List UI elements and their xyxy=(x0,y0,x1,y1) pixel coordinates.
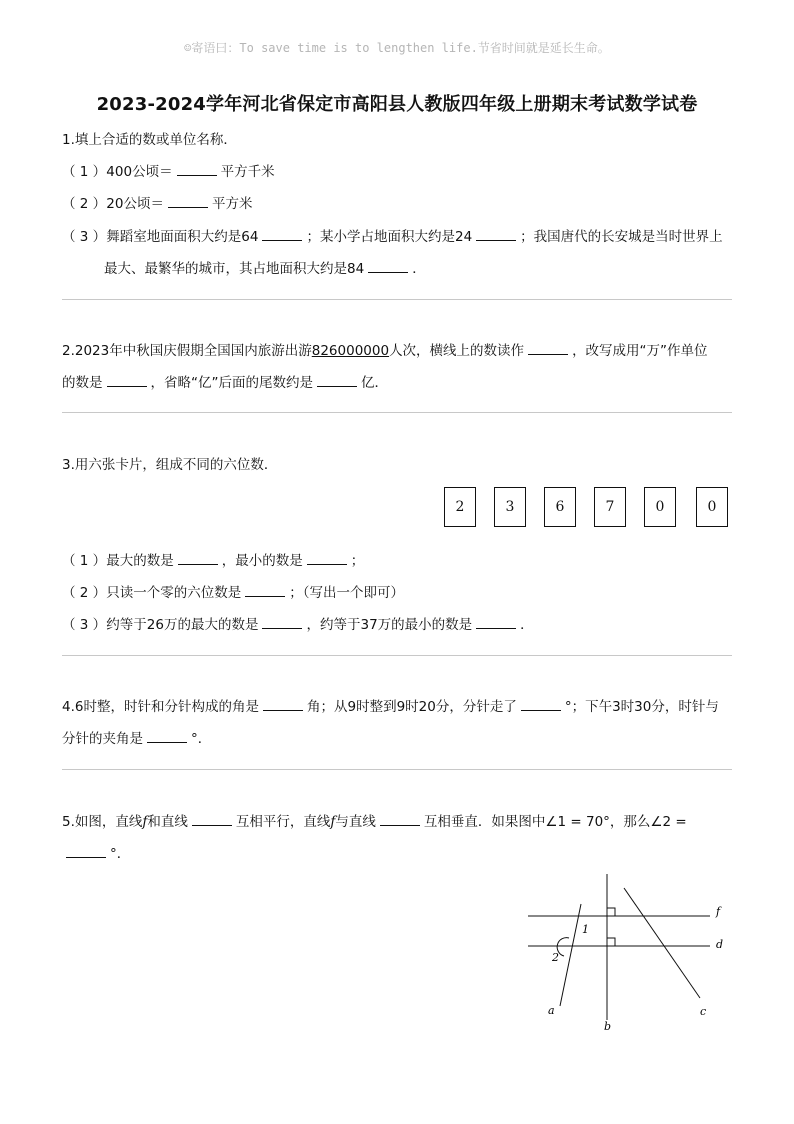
answer-blank[interactable] xyxy=(168,194,208,208)
answer-blank[interactable] xyxy=(476,227,516,241)
q1-item-1-number: （ 1 ） xyxy=(62,164,107,180)
digit-card: 0 xyxy=(696,487,728,527)
q3-stem: 3.用六张卡片，组成不同的六位数． xyxy=(62,457,278,473)
q3-item-3-text-b: ，约等于37万的最小的数是 xyxy=(306,617,473,633)
answer-blank[interactable] xyxy=(307,551,347,565)
answer-blank[interactable] xyxy=(263,697,303,711)
q5-variable-f: f xyxy=(142,814,148,830)
q1-item-2 xyxy=(62,193,252,215)
q4-text-a: 4.6时整，时针和分针构成的角是 xyxy=(62,699,259,715)
line-a-label: a xyxy=(548,1004,555,1017)
q3-item-3-text-c: ． xyxy=(520,617,534,633)
answer-blank[interactable] xyxy=(476,615,516,629)
answer-blank[interactable] xyxy=(317,373,357,387)
q5-text-c: 互相平行，直线 xyxy=(235,814,331,830)
q4-line-2 xyxy=(62,728,211,750)
answer-blank[interactable] xyxy=(245,583,285,597)
q2-line-1 xyxy=(62,340,708,362)
answer-blank[interactable] xyxy=(147,729,187,743)
q3-item-2-text-a: 只读一个零的六位数是 xyxy=(106,585,242,601)
answer-blank[interactable] xyxy=(178,551,218,565)
digit-card: 0 xyxy=(644,487,676,527)
header-motto: ☺寄语曰：To save time is to lengthen life.节省时间就是延长生命。 xyxy=(184,41,610,55)
q3-item-1 xyxy=(62,550,364,572)
q1-item-3-continued xyxy=(104,258,426,280)
q1-item-1-text-a: 400公顷＝ xyxy=(106,164,173,180)
geometry-figure xyxy=(520,868,730,1038)
section-divider xyxy=(62,655,732,656)
angle-2-label: 2 xyxy=(552,951,559,964)
page-title: 2023-2024学年河北省保定市高阳县人教版四年级上册期末考试数学试卷 xyxy=(96,94,698,115)
answer-blank[interactable] xyxy=(262,615,302,629)
q5-variable-f: f xyxy=(330,814,336,830)
digit-card: 2 xyxy=(444,487,476,527)
q4-text-c: °；下午3时30分，时针与 xyxy=(564,699,719,715)
q5-text-f: °． xyxy=(110,846,131,862)
q3-item-2-number: （ 2 ） xyxy=(62,585,107,601)
q2-text-d: 的数是 xyxy=(62,375,103,391)
q3-item-1-text-b: ，最小的数是 xyxy=(221,553,303,569)
q3-item-3 xyxy=(62,614,534,636)
answer-blank[interactable] xyxy=(380,812,420,826)
q1-item-1 xyxy=(62,161,275,183)
line-d-label: d xyxy=(716,938,724,951)
line-a xyxy=(560,904,581,1006)
answer-blank[interactable] xyxy=(66,844,106,858)
q3-item-3-number: （ 3 ） xyxy=(62,617,107,633)
q1-item-3-cont-b: ． xyxy=(412,261,426,277)
section-divider xyxy=(62,412,732,413)
q5-text-a: 5.如图，直线 xyxy=(62,814,143,830)
q3-item-1-text-c: ； xyxy=(350,553,365,569)
answer-blank[interactable] xyxy=(177,162,217,176)
digit-card: 7 xyxy=(594,487,626,527)
q3-item-1-number: （ 1 ） xyxy=(62,553,107,569)
q5-text-e: 互相垂直．如果图中∠1 = 70°，那么∠2 = xyxy=(423,814,687,830)
answer-blank[interactable] xyxy=(368,259,408,273)
q2-text-a: 2.2023年中秋国庆假期全国国内旅游出游 xyxy=(62,343,312,359)
q4-line-1 xyxy=(62,696,719,718)
digit-card: 6 xyxy=(544,487,576,527)
q1-item-2-number: （ 2 ） xyxy=(62,196,107,212)
q1-item-3-cont-a: 最大、最繁华的城市，其占地面积大约是84 xyxy=(104,261,365,277)
q4-text-d: 分针的夹角是 xyxy=(62,731,143,747)
q1-item-2-text-a: 20公顷＝ xyxy=(106,196,164,212)
right-angle-mark xyxy=(607,908,615,916)
line-b-label: b xyxy=(604,1020,612,1033)
q5-line-1 xyxy=(62,811,687,833)
line-c-label: c xyxy=(700,1005,707,1018)
q4-text-b: 角；从9时整到9时20分，分针走了 xyxy=(306,699,517,715)
q2-text-e: ，省略“亿”后面的尾数约是 xyxy=(150,375,313,391)
q2-text-c: ，改写成用“万”作单位 xyxy=(572,343,708,359)
q1-item-3 xyxy=(62,226,723,248)
digit-card: 3 xyxy=(494,487,526,527)
q3-item-3-text-a: 约等于26万的最大的数是 xyxy=(106,617,259,633)
right-angle-mark xyxy=(607,938,615,946)
answer-blank[interactable] xyxy=(192,812,232,826)
q1-item-2-text-b: 平方米 xyxy=(211,196,253,212)
q3-item-1-text-a: 最大的数是 xyxy=(106,553,174,569)
q1-item-1-text-b: 平方千米 xyxy=(220,164,275,180)
q1-item-3-number: （ 3 ） xyxy=(62,229,107,245)
section-divider xyxy=(62,769,732,770)
q5-text-d: 与直线 xyxy=(335,814,376,830)
q2-line-2 xyxy=(62,372,388,394)
q2-underlined-number: 826000000 xyxy=(311,343,390,359)
q4-text-e: °． xyxy=(191,731,212,747)
line-f-label: f xyxy=(716,905,721,918)
q5-line-2 xyxy=(62,843,130,865)
section-divider xyxy=(62,299,732,300)
answer-blank[interactable] xyxy=(107,373,147,387)
answer-blank[interactable] xyxy=(262,227,302,241)
angle-1-label: 1 xyxy=(582,923,589,936)
q3-item-2 xyxy=(62,582,404,604)
q1-item-3-text-b: ；某小学占地面积大约是24 xyxy=(306,229,473,245)
q1-item-3-text-c: ；我国唐代的长安城是当时世界上 xyxy=(520,229,723,245)
q5-text-b: 和直线 xyxy=(147,814,188,830)
q1-stem: 1.填上合适的数或单位名称． xyxy=(62,132,237,148)
line-c xyxy=(624,888,700,998)
q2-text-b: 人次，横线上的数读作 xyxy=(389,343,525,359)
answer-blank[interactable] xyxy=(528,341,568,355)
answer-blank[interactable] xyxy=(521,697,561,711)
q1-item-3-text-a: 舞蹈室地面面积大约是64 xyxy=(106,229,259,245)
q3-item-2-text-b: ；（写出一个即可） xyxy=(289,585,405,601)
q2-text-f: 亿． xyxy=(361,375,388,391)
